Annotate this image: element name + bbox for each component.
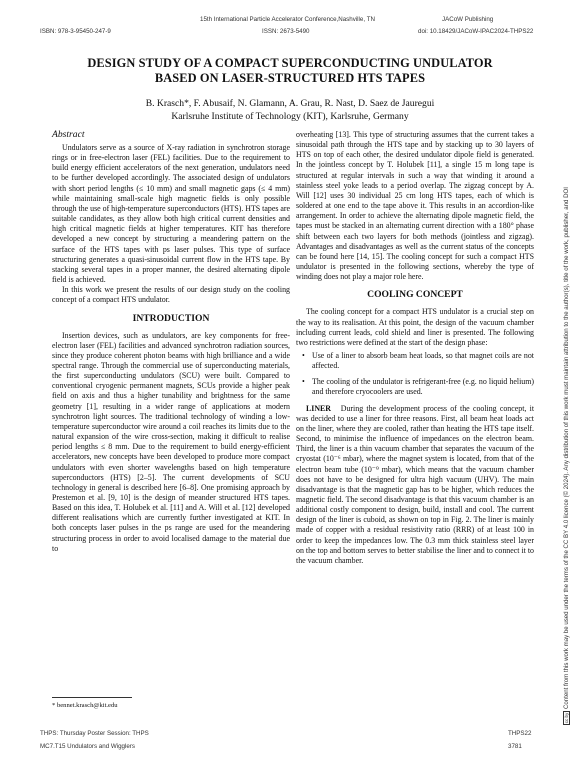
publisher-name: JACoW Publishing [442, 16, 494, 23]
author-footnote: * bennet.krasch@kit.edu [52, 702, 118, 709]
paper-id: THPS22 [508, 730, 532, 737]
doi: doi: 10.18429/JACoW-IPAC2024-THPS22 [418, 28, 534, 35]
body-paragraph-continued: overheating [13]. This type of structuring assumes that the current takes a sinusoidal path through the HTS tape and by stacking up to 30 layers of HTS on top of each other, the desired undulator dipole field is generated. In the jointless concept by T. Holubek [11], a single 15 m long tape is structured at regular intervals in such a way that winding it around a stainless steel yoke leads to a period overlap. The zigzag concept by A. Will [12] uses 30 individual 25 cm long HTS tapes, each of which is soldered at one end to the tape above it. This results in an accordion-like arrangement. In order to achieve the alternating dipole magnetic field, the tapes must be stacked in an alternating current direction with a 180° phase shift between each two layers for both methods (jointless and zigzag). Advantages and disadvantages as well as the current status of the concepts can be found here [14, 15]. The cooling concept for such a compact HTS undulator is presented in the following sections, whereby the type of winding does not play a major role here. [296, 130, 534, 282]
introduction-heading: INTRODUCTION [132, 312, 210, 324]
list-item [296, 351, 534, 371]
issn: ISSN: 2673-5490 [262, 28, 310, 35]
author-list: B. Krasch*, F. Abusaif, N. Glamann, A. Grau, R. Nast, D. Saez de Jauregui [145, 98, 435, 109]
cooling-paragraph-1: The cooling concept for a compact HTS undulator is a crucial step on the way to its realisation. At this point, the design of the vacuum chamber including current leads, cold shield and liner is presented. The following two restrictions were defined at the start of the design phase: [296, 307, 534, 347]
left-column [52, 128, 290, 554]
license-sidebar [563, 187, 570, 725]
right-column [296, 130, 534, 566]
abstract-paragraph-2: In this work we present the results of our design study on the cooling concept of a compact HTS undulator. [52, 285, 290, 305]
page-number: 3781 [508, 743, 522, 750]
license-text: Content from this work may be used under the terms of the CC BY 4.0 licence (© 2024). Any distribution of this work must maintain attribution to the author(s), title of the work, publisher, and DOI [563, 187, 571, 709]
cc-license-icon: cc by [564, 712, 569, 724]
footnote-rule [52, 697, 132, 698]
abstract-heading: Abstract [52, 129, 85, 140]
cooling-concept-heading: COOLING CONCEPT [367, 289, 463, 301]
track-label: MC7.T15 Undulators and Wigglers [40, 743, 135, 750]
liner-run-in-heading: LINER [306, 403, 331, 413]
introduction-paragraph-1: Insertion devices, such as undulators, are key components for free-electron laser (FEL) facilities and advanced synchrotron radiation sources, since they produce coherent photon beams with high brilliance and a wide spectral range. Through the commercial use of superconducting materials, the first superconducting undulators (SCU) were built. Compared to conventional cryogenic permanent magnets, SCUs provide a higher peak field on axis and thus a higher tunability and brightness for the same geometry [1], resulting in a wider range of applications at modern synchrotron light sources. The traditional technology of winding a low-temperature superconductor wire around a coil reaches its limits due to the natural expansion of the wire cross-section, making it difficult to realise period lengths ≤ 8 mm. Due to the requirement to build energy-efficient accelerators, new concepts have been developed to produce more compact undulators with even shorter wavelengths based on high temperature superconductors (HTS) [2–5]. The current developments of SCU technology in general is described here [6–8]. One promising approach by Prestemon et al. [9, 10] is the design of meander structured HTS tapes. Based on this idea, T. Holubek et al. [11] and A. Will et al. [12] developed different realisations which are currently further investigated at KIT. In both concepts laser pulses in the ps range are used for the meandering structuring process in order to avoid localised damage to the material due to [52, 330, 290, 553]
abstract-paragraph-1: Undulators serve as a source of X-ray radiation in synchrotron storage rings or in free-electron laser (FEL) facilities. Due to the requirement to build energy efficient accelerators of the next generation, undulators need to be further developed accordingly. The associated design of undulators with short period lengths (≤ 10 mm) and small magnetic gaps (≤ 4 mm) while maintaining small-scale high magnetic fields is only possible through the use of high-temperature superconductors (HTS). HTS tapes are suitable candidates, as they allow both high critical current densities and high critical magnetic fields at higher temperatures. KIT has therefore developed a new concept by structuring a meandering pattern on the surface of the HTS tapes with ps laser pulses. This type of surface structuring generates a quasi-sinusoidal current flow in the HTS tape. By stacking several tapes in a proper manner, the desired alternating dipole field is achieved. [52, 143, 290, 285]
session-label: THPS: Thursday Poster Session: THPS [40, 730, 149, 737]
liner-paragraph-text: During the development process of the cooling concept, it was decided to use a liner for three reasons. First, all beam heat loads act on the liner, where they are cooled, rather than heating the HTS tape itself. Second, to minimise the influence of impedances on the electron beam. Third, the liner is a thin vacuum chamber that separates the vacuum of the cryostat (10⁻⁶ mbar), where the magnet system is located, from that of the electron beam tube (10⁻⁹ mbar), which means that the vacuum chamber does not have to be designed for ultra high vacuum (UHV). The main disadvantage is that the magnetic gap has to be higher, which reduces the magnetic field. The second disadvantage is that this vacuum chamber is an additional costly component to design, build, install and cool. The current design of the liner is cuboid, as shown on top in Fig. 2. The liner is mainly made of copper with a residual resistivity ratio (RRR) of at least 100 in order to keep the impedances low. The 0.3 mm thick stainless steel layer on the top and bottom serves to better stabilise the liner and to connect it to the vacuum chamber. [296, 403, 535, 565]
restriction-list [296, 351, 534, 398]
conference-name: 15th International Particle Accelerator Conference,Nashville, TN [200, 16, 375, 23]
isbn: ISBN: 978-3-95450-247-9 [40, 28, 111, 35]
title-line-2: BASED ON LASER-STRUCTURED HTS TAPES [154, 70, 426, 85]
list-item-text: Use of a liner to absorb beam heat loads, so that magnet coils are not affected. [312, 350, 534, 371]
title-line-1: DESIGN STUDY OF A COMPACT SUPERCONDUCTING UNDULATOR [87, 56, 493, 70]
bullet-icon: • [302, 377, 305, 387]
bullet-icon: • [302, 350, 305, 360]
list-item [296, 377, 534, 397]
paper-title [40, 56, 540, 85]
affiliation: Karlsruhe Institute of Technology (KIT), Karlsruhe, Germany [171, 111, 409, 122]
liner-paragraph [296, 404, 534, 567]
list-item-text: The cooling of the undulator is refrigerant-free (e.g. no liquid helium) and therefore cryocoolers are used. [312, 377, 534, 397]
